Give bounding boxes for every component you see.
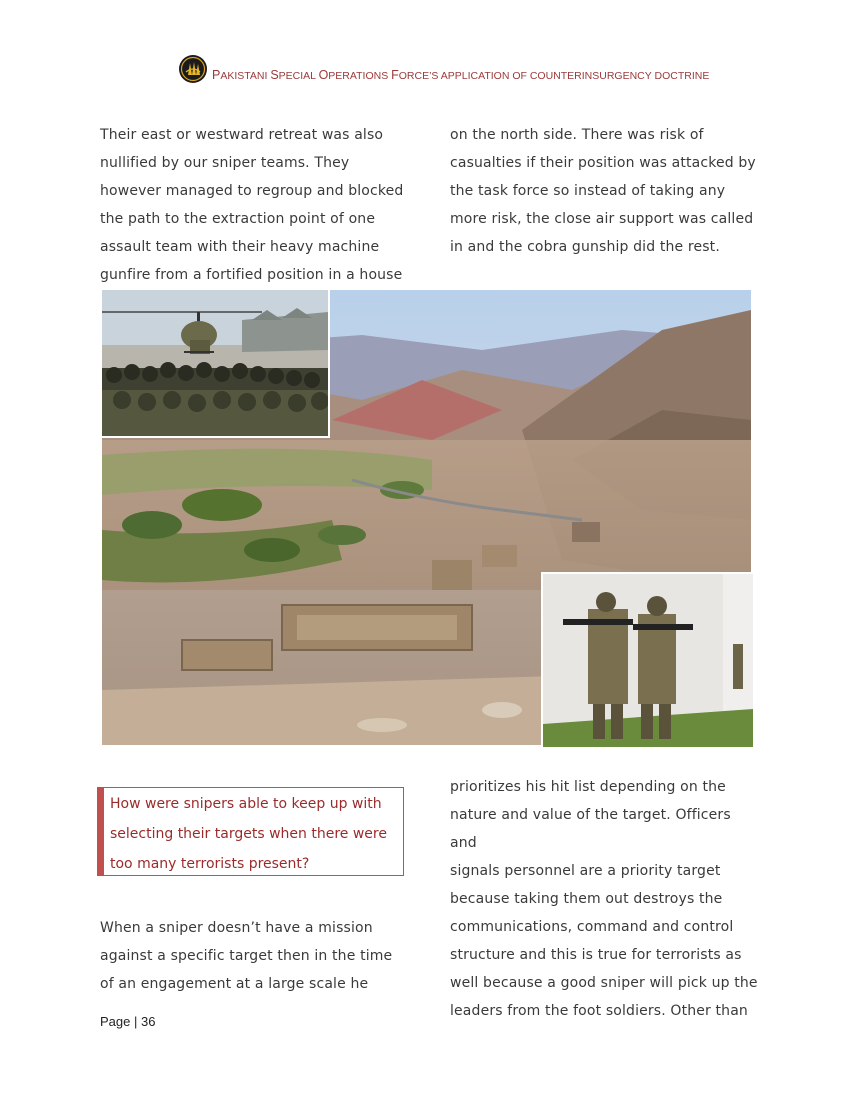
header-title: PAKISTANI SPECIAL OPERATIONS FORCE’S APPLICATION OF COUNTERINSURGENCY DOCTRINE (212, 68, 710, 82)
top-right-paragraph: on the north side. There was risk of casualties if their position was attacked by the task force so instead of taking any more risk, the close air support was called in and the cobra gunship did the rest. (450, 127, 756, 255)
top-left-column (100, 121, 410, 289)
soldiers-photo (541, 572, 753, 747)
question-text: How were snipers able to keep up with selecting their targets when there were too many terrorists present? (110, 796, 387, 872)
page-number: Page | 36 (100, 1014, 156, 1029)
top-left-paragraph: Their east or westward retreat was also nullified by our sniper teams. They however managed to regroup and blocked the path to the extraction point of one assault team with their heavy machine gunfire from a fortified position in a house (100, 127, 404, 283)
question-callout (97, 787, 404, 876)
bottom-right-column (450, 773, 760, 1025)
top-right-column (450, 121, 760, 261)
bottom-left-column (100, 914, 410, 998)
bottom-right-paragraph: prioritizes his hit list depending on the nature and value of the target. Officers and signals personnel are a priority target because taking them out destroys the communications, command and control structure and this is true for terrorists as well because a good sniper will pick up the leaders from the foot soldiers. Other than (450, 779, 758, 1019)
helicopter-troops-photo (102, 290, 330, 438)
ssg-emblem-icon (178, 54, 208, 84)
bottom-left-paragraph: When a sniper doesn’t have a mission against a specific target then in the time of an engagement at a large scale he (100, 920, 393, 992)
running-header (178, 50, 709, 84)
